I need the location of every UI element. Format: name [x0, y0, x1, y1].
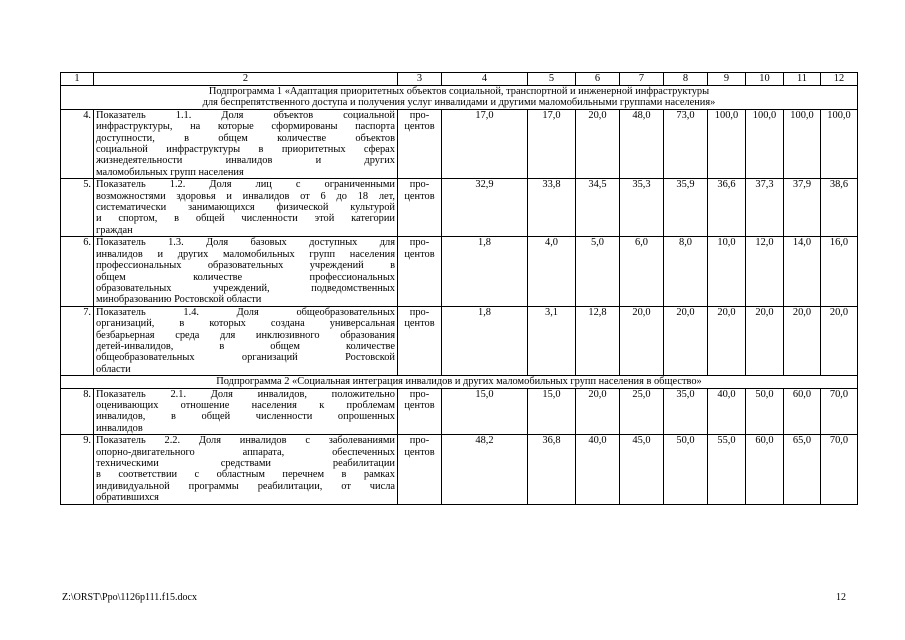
value-cell: 37,9	[784, 179, 821, 237]
unit-line: центов	[404, 399, 435, 411]
value-cell: 15,0	[442, 388, 528, 435]
value-cell: 14,0	[784, 237, 821, 306]
value-cell: 37,3	[746, 179, 784, 237]
value-cell: 17,0	[528, 109, 576, 178]
value-cell: 36,8	[528, 435, 576, 504]
indicator-name-line: Показатель 2.2. Доля инвалидов с заболеваниями	[96, 435, 395, 447]
indicator-name	[94, 435, 398, 504]
value-cell: 35,0	[664, 388, 708, 435]
row-number: 5.	[61, 179, 94, 237]
value-cell: 38,6	[821, 179, 858, 237]
subprogram-1-title	[61, 86, 858, 110]
value-cell: 40,0	[708, 388, 746, 435]
unit-line: про-	[409, 435, 430, 447]
row-number: 8.	[61, 388, 94, 435]
indicator-name-line: профессиональных образовательных учреждений в	[96, 260, 395, 272]
unit-of-measure	[398, 109, 442, 178]
value-cell: 20,0	[576, 109, 620, 178]
table-header-row	[61, 73, 858, 86]
value-cell: 45,0	[620, 435, 664, 504]
indicator-name-line: общем количестве профессиональных	[96, 271, 395, 283]
value-cell: 6,0	[620, 237, 664, 306]
value-cell: 25,0	[620, 388, 664, 435]
indicator-name-line: инвалидов и других маломобильных групп населения	[96, 248, 395, 260]
value-cell: 1,8	[442, 306, 528, 375]
value-cell: 73,0	[664, 109, 708, 178]
unit-line: про-	[409, 237, 430, 249]
value-cell: 20,0	[746, 306, 784, 375]
unit-of-measure	[398, 435, 442, 504]
indicators-table	[60, 72, 858, 505]
indicator-name-line: оценивающих отношение населения к проблемам	[96, 399, 395, 411]
col-header: 6	[576, 73, 620, 86]
indicator-name-line: техническими средствами реабилитации	[96, 458, 395, 469]
value-cell: 20,0	[784, 306, 821, 375]
value-cell: 12,0	[746, 237, 784, 306]
unit-line: центов	[404, 248, 435, 260]
unit-line: центов	[404, 318, 435, 330]
col-header: 3	[398, 73, 442, 86]
row-number: 4.	[61, 109, 94, 178]
indicator-name-line: инвалидов, в общей численности опрошенных	[96, 411, 395, 423]
indicator-name-line: Показатель 1.2. Доля лиц с ограниченными	[96, 179, 395, 191]
col-header: 2	[94, 73, 398, 86]
col-header: 9	[708, 73, 746, 86]
unit-line: про-	[409, 109, 430, 121]
file-path: Z:\ORST\Ppo\1126p111.f15.docx	[62, 592, 197, 603]
value-cell: 70,0	[821, 435, 858, 504]
unit-line: центов	[404, 190, 435, 202]
indicator-name-line: инфраструктуры, на которые сформированы паспорта	[96, 121, 395, 133]
row-number: 9.	[61, 435, 94, 504]
unit-of-measure	[398, 306, 442, 375]
indicator-name-line: обратившихся	[96, 492, 159, 504]
indicator-name-line: Показатель 2.1. Доля инвалидов, положительно	[96, 388, 395, 400]
value-cell: 17,0	[442, 109, 528, 178]
row-number: 6.	[61, 237, 94, 306]
value-cell: 34,5	[576, 179, 620, 237]
indicator-name-line: безбарьерная среда для инклюзивного образования	[96, 329, 395, 341]
value-cell: 50,0	[664, 435, 708, 504]
value-cell: 8,0	[664, 237, 708, 306]
value-cell: 5,0	[576, 237, 620, 306]
indicator-name-line: в соответствии с областным перечнем в рамках	[96, 469, 395, 481]
value-cell: 20,0	[708, 306, 746, 375]
value-cell: 20,0	[576, 388, 620, 435]
indicator-name-line: области	[96, 363, 131, 375]
value-cell: 15,0	[528, 388, 576, 435]
indicator-name-line: доступности, в общем количестве объектов	[96, 132, 395, 144]
col-header: 1	[61, 73, 94, 86]
indicator-name-line: жизнедеятельности инвалидов и других	[96, 155, 395, 167]
col-header: 10	[746, 73, 784, 86]
value-cell: 60,0	[784, 388, 821, 435]
value-cell: 16,0	[821, 237, 858, 306]
indicator-name-line: систематически занимающихся физической культурой	[96, 202, 395, 214]
indicator-name-line: индивидуальной программы реабилитации, от числа	[96, 480, 395, 492]
col-header: 8	[664, 73, 708, 86]
unit-line: про-	[409, 306, 430, 318]
value-cell: 1,8	[442, 237, 528, 306]
indicator-name-line: организаций, в которых создана универсальная	[96, 318, 395, 330]
value-cell: 100,0	[784, 109, 821, 178]
value-cell: 32,9	[442, 179, 528, 237]
value-cell: 4,0	[528, 237, 576, 306]
value-cell: 100,0	[746, 109, 784, 178]
subprogram-1-row	[61, 86, 858, 110]
unit-line: центов	[404, 446, 435, 458]
table-row	[61, 237, 858, 306]
value-cell: 60,0	[746, 435, 784, 504]
indicator-name-line: Показатель 1.3. Доля базовых доступных для	[96, 237, 395, 249]
indicator-name-line: образовательных учреждений, подведомственных	[96, 282, 395, 294]
value-cell: 20,0	[664, 306, 708, 375]
value-cell: 3,1	[528, 306, 576, 375]
indicator-name	[94, 109, 398, 178]
unit-of-measure	[398, 179, 442, 237]
subprogram-2-title: Подпрограмма 2 «Социальная интеграция инвалидов и других маломобильных групп населения в общество»	[61, 376, 858, 388]
indicator-name	[94, 237, 398, 306]
value-cell: 33,8	[528, 179, 576, 237]
table-row	[61, 435, 858, 504]
indicator-name-line: возможностями здоровья и инвалидов от 6 до 18 лет,	[96, 190, 395, 202]
col-header: 11	[784, 73, 821, 86]
page-number: 12	[836, 592, 846, 603]
unit-line: центов	[404, 121, 435, 133]
unit-line: про-	[409, 388, 430, 400]
value-cell: 12,8	[576, 306, 620, 375]
value-cell: 48,2	[442, 435, 528, 504]
indicator-name-line: опорно-двигательного аппарата, обеспеченных	[96, 446, 395, 458]
value-cell: 50,0	[746, 388, 784, 435]
value-cell: 100,0	[821, 109, 858, 178]
value-cell: 55,0	[708, 435, 746, 504]
value-cell: 65,0	[784, 435, 821, 504]
indicator-name-line: общеобразовательных организаций Ростовской	[96, 352, 395, 364]
value-cell: 20,0	[620, 306, 664, 375]
value-cell: 70,0	[821, 388, 858, 435]
table-row	[61, 109, 858, 178]
table-row	[61, 388, 858, 435]
row-number: 7.	[61, 306, 94, 375]
value-cell: 40,0	[576, 435, 620, 504]
indicator-name-line: детей-инвалидов, в общем количестве	[96, 340, 395, 352]
col-header: 4	[442, 73, 528, 86]
value-cell: 20,0	[821, 306, 858, 375]
indicator-name-line: Показатель 1.4. Доля общеобразовательных	[96, 306, 395, 318]
col-header: 12	[821, 73, 858, 86]
indicator-name-line: Показатель 1.1. Доля объектов социальной	[96, 109, 395, 121]
col-header: 7	[620, 73, 664, 86]
value-cell: 100,0	[708, 109, 746, 178]
indicator-name-line: социальной инфраструктуры в приоритетных сферах	[96, 144, 395, 156]
value-cell: 35,3	[620, 179, 664, 237]
col-header: 5	[528, 73, 576, 86]
subprogram-1-line: Подпрограмма 1 «Адаптация приоритетных объектов социальной, транспортной и инженерной инфраструктуры	[208, 86, 710, 97]
subprogram-2-row	[61, 376, 858, 388]
value-cell: 36,6	[708, 179, 746, 237]
unit-of-measure	[398, 388, 442, 435]
indicator-name-line: минобразованию Ростовской области	[96, 294, 262, 306]
indicator-name	[94, 388, 398, 435]
value-cell: 35,9	[664, 179, 708, 237]
indicator-name	[94, 179, 398, 237]
indicator-name-line: маломобильных групп населения	[96, 166, 244, 178]
table-row	[61, 306, 858, 375]
value-cell: 48,0	[620, 109, 664, 178]
unit-line: про-	[409, 179, 430, 191]
indicator-name-line: граждан	[96, 224, 133, 236]
unit-of-measure	[398, 237, 442, 306]
table-row	[61, 179, 858, 237]
indicator-name-line: и спортом, в общей численности этой категории	[96, 213, 395, 225]
indicator-name-line: инвалидов	[96, 422, 143, 434]
value-cell: 10,0	[708, 237, 746, 306]
subprogram-1-line: для беспрепятственного доступа и получения услуг инвалидами и другими маломобильными группами населения»	[202, 97, 716, 109]
indicator-name	[94, 306, 398, 375]
